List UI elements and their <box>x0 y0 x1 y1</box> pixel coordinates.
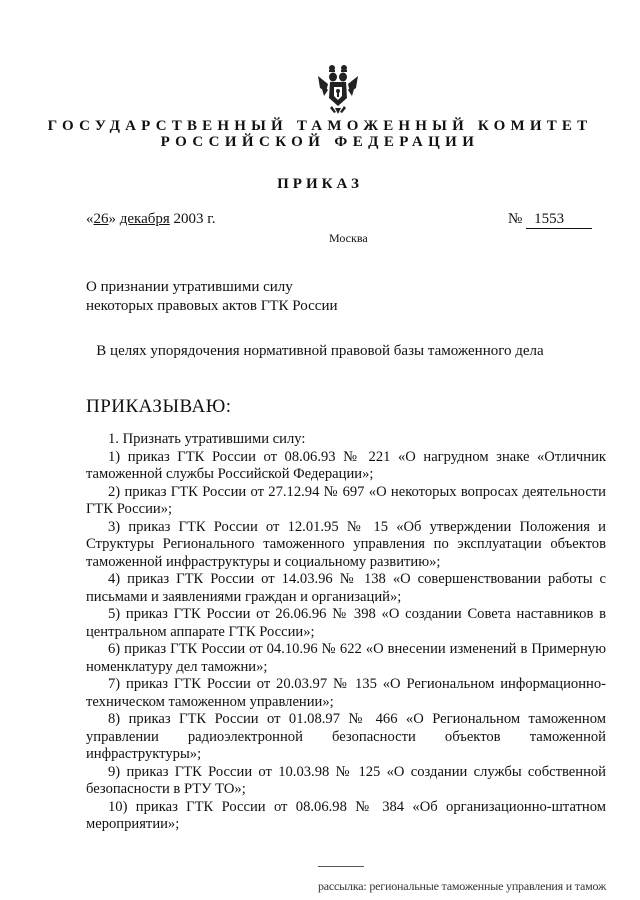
document-subject <box>86 278 338 316</box>
organization-name-line1: ГОСУДАРСТВЕННЫЙ ТАМОЖЕННЫЙ КОМИТЕТ <box>47 118 593 134</box>
distribution-note: рассылка: региональные таможенные управления и тамож <box>318 879 607 893</box>
list-item: 4) приказ ГТК России от 14.03.96 № 138 «О совершенствовании работы с письмами и заявлениями граждан и организаций»; <box>86 571 606 605</box>
body-intro: 1. Признать утратившими силу: <box>108 431 306 447</box>
list-item: 10) приказ ГТК России от 08.06.98 № 384 «Об организационно-штатном мероприятии»; <box>86 798 606 832</box>
list-item: 6) приказ ГТК России от 04.10.96 № 622 «О внесении изменений в Примерную номенклатуру дел таможни»; <box>86 641 606 675</box>
date-year: 2003 г. <box>173 211 216 227</box>
list-item: 1) приказ ГТК России от 08.06.93 № 221 «О нагрудном знаке «Отличник таможенной службы Российской Федерации»; <box>86 448 606 482</box>
document-preamble: В целях упорядочения нормативной правовой базы таможенного дела <box>96 343 544 359</box>
document-date <box>86 211 216 228</box>
organization-name-line2: РОССИЙСКОЙ ФЕДЕРАЦИИ <box>160 134 480 150</box>
subject-line1: О признании утратившими силу <box>86 279 293 295</box>
list-item: 9) приказ ГТК России от 10.03.98 № 125 «О создании службы собственной безопасности в РТУ ТО»; <box>86 763 606 797</box>
list-item: 5) приказ ГТК России от 26.06.96 № 398 «О создании Совета наставников в центральном аппарате ГТК России»; <box>86 606 606 640</box>
document-city: Москва <box>329 231 368 245</box>
coat-of-arms-emblem <box>316 62 360 114</box>
list-item: 3) приказ ГТК России от 12.01.95 № 15 «Об утверждении Положения и Структуры Регионального таможенного управления по эксплуатации объектов таможенной инфраструктуры и социальному развитию»; <box>86 518 606 570</box>
date-open-quote: « <box>86 211 94 227</box>
footer-divider <box>318 866 364 867</box>
date-month: декабря <box>119 211 170 227</box>
document-type-title: ПРИКАЗ <box>277 176 363 192</box>
subject-line2: некоторых правовых актов ГТК России <box>86 298 338 314</box>
document-number <box>508 211 592 229</box>
order-word: ПРИКАЗЫВАЮ: <box>86 396 232 417</box>
date-close-quote: » <box>108 211 116 227</box>
list-item: 2) приказ ГТК России от 27.12.94 № 697 «О некоторых вопросах деятельности ГТК России»; <box>86 483 606 517</box>
number-label: № <box>508 211 523 227</box>
list-item: 7) приказ ГТК России от 20.03.97 № 135 «О Региональном информационно-техническом таможенном управлении»; <box>86 676 606 710</box>
document-body <box>86 431 606 834</box>
list-item: 8) приказ ГТК России от 01.08.97 № 466 «О Региональном таможенном управлении радиоэлектронной безопасности объектов таможенной инфраструктуры»; <box>86 711 606 762</box>
number-value: 1553 <box>526 211 592 229</box>
date-day: 26 <box>93 211 109 227</box>
